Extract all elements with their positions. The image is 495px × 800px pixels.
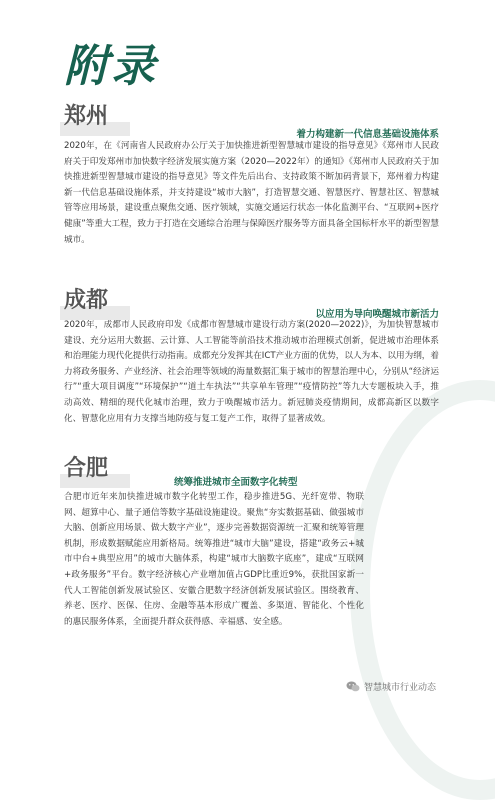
decorative-arc (350, 380, 495, 800)
city-title: 成都 (64, 288, 109, 313)
wechat-icon (346, 681, 360, 692)
section-paragraph: 合肥市近年来加快推进城市数字化转型工作，稳步推进5G、光纤宽带、物联网、超算中心、量子通信等数字基础设施建设。聚焦“夯实数据基础、做强城市大脑、创新应用场景、做大数字产业”，逐步完善数据资源统一汇聚和统筹管理机制，形成数据赋能应用新格局。统筹推进“城市大脑”建设，搭建“政务云+城市中台+典型应用”的城市大脑体系，构建“城市大脑数字底座”，建成“互联网+政务服务”平台。数字经济核心产业增加值占GDP比重近9%，获批国家新一代人工智能创新发展试验区、安徽合肥数字经济创新发展试验区。围绕教育、养老、医疗、医保、住房、金融等基本形成广覆盖、多渠道、智能化、个性化的惠民服务体系，全面提升群众获得感、幸福感、安全感。 (64, 492, 364, 627)
section-theme: 以应用为导向唤醒城市新活力 (315, 309, 439, 320)
section-paragraph: 2020年，在《河南省人民政府办公厅关于加快推进新型智慧城市建设的指导意见》《郑州市人民政府关于印发郑州市加快数字经济发展实施方案（2020—2022年）的通知》《郑州市人民政府关于加快推进新型智慧城市建设的指导意见》等文件先后出台、支持政策不断加码背景下，郑州着力构建新一代信息基础设施体系，并支持建设“城市大脑”，打造智慧交通、智慧医疗、智慧社区、智慧城管等应用场景，建设重点聚焦交通、医疗领域，实施交通运行状态一体化监测平台、“互联网+医疗健康”等重大工程，致力于打造在交通综合治理与保障医疗服务等方面具备全国标杆水平的新型智慧城市。 (64, 141, 439, 245)
source-watermark (346, 680, 436, 693)
city-title: 郑州 (64, 104, 109, 129)
watermark-text: 智慧城市行业动态 (364, 683, 437, 693)
section-theme: 着力构建新一代信息基础设施体系 (296, 129, 439, 140)
city-title: 合肥 (64, 456, 109, 481)
section-hefei (64, 456, 364, 630)
section-chengdu (64, 288, 439, 427)
section-theme: 统筹推进城市全面数字化转型 (174, 477, 298, 488)
page-heading: 附录 (64, 41, 158, 92)
section-paragraph: 2020年，成都市人民政府印发《成都市智慧城市建设行动方案(2020—2022)》，为加快智慧城市建设、充分运用大数据、云计算、人工智能等前沿技术推动城市治理模式创新，促进城市治理体系和治理能力现代化提供行动指南。成都充分发挥其在ICT产业方面的优势，以人为本、以用为纲，着力将政务服务、产业经济、社会治理等领域的海量数据汇集于城市的智慧治理中心，分别从“经济运行”“重大项目调度”“环境保护”“道土车执法”“共享单车管理”“疫情防控”等九大专题板块入手，推动高效、精细的现代化城市治理，致力于唤醒城市活力。新冠肺炎疫情期间，成都高新区以数字化、智慧化应用有力支撑当地防疫与复工复产工作，取得了显著成效。 (64, 320, 439, 424)
section-zhengzhou (64, 104, 439, 248)
